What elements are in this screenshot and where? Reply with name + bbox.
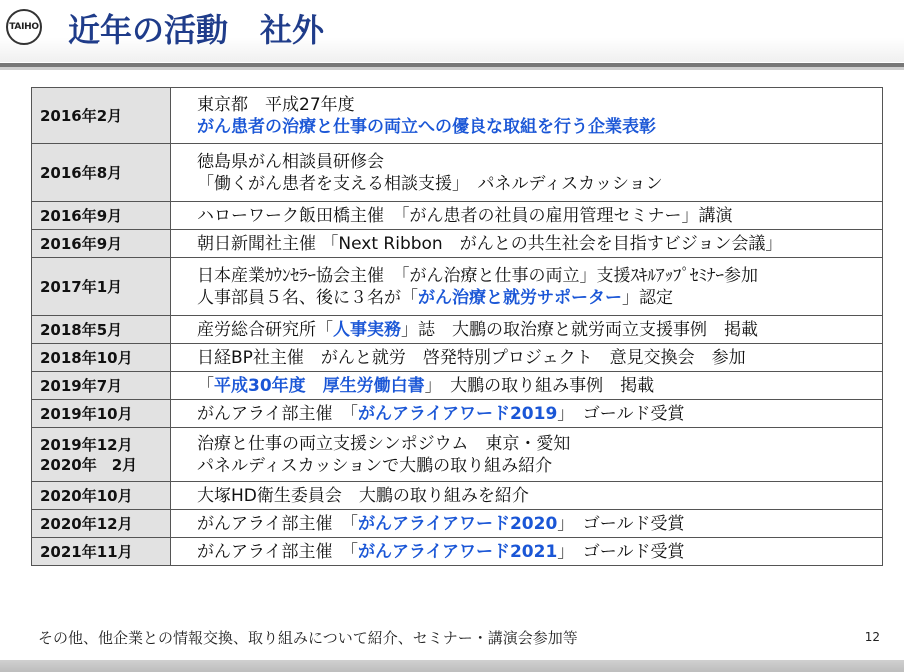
date-text: 2020年 2月: [40, 455, 138, 474]
date-cell: [32, 316, 171, 344]
description-line: [197, 347, 882, 369]
table-row: [32, 144, 883, 202]
highlight-text: がんアライアワード2020: [358, 513, 558, 534]
description-line: [197, 455, 882, 477]
description-text: 徳島県がん相談員研修会: [197, 151, 384, 172]
description-line: [197, 375, 882, 397]
description-cell: [171, 428, 883, 482]
date-cell: [32, 510, 171, 538]
description-line: [197, 233, 882, 255]
description-text: 」認定: [622, 287, 673, 308]
description-text: ハローワーク飯田橋主催 「がん患者の社員の雇用管理セミナー」講演: [197, 205, 733, 226]
date-text: 2020年10月: [40, 486, 133, 505]
description-text: 大塚HD衛生委員会 大鵬の取り組みを紹介: [197, 485, 529, 506]
description-cell: [171, 88, 883, 144]
footer-note: その他、他企業との情報交換、取り組みについて紹介、セミナー・講演会参加等: [38, 629, 578, 647]
description-line: [197, 319, 882, 341]
description-text: 」 ゴールド受賞: [557, 513, 685, 534]
description-text: 産労総合研究所「: [197, 319, 333, 340]
table-row: [32, 482, 883, 510]
description-text: がんアライ部主催 「: [197, 513, 358, 534]
date-text: 2021年11月: [40, 542, 133, 561]
slide-header: [0, 0, 904, 62]
date-cell: [32, 538, 171, 566]
table-row: [32, 344, 883, 372]
highlight-text: がん治療と就労サポーター: [418, 287, 622, 308]
date-text: 2018年10月: [40, 348, 133, 367]
date-text: 2019年12月: [40, 435, 133, 454]
date-cell: [32, 88, 171, 144]
description-text: 」 ゴールド受賞: [557, 541, 685, 562]
description-text: 」 大鵬の取り組み事例 掲載: [424, 375, 655, 396]
table-row: [32, 230, 883, 258]
description-text: 日経BP社主催 がんと就労 啓発特別プロジェクト 意見交換会 参加: [197, 347, 746, 368]
date-text: 2016年9月: [40, 234, 123, 253]
slide-title: 近年の活動 社外: [68, 11, 325, 49]
taiho-logo: TAIHO: [6, 9, 42, 45]
description-text: 東京都 平成27年度: [197, 94, 355, 115]
description-cell: [171, 344, 883, 372]
table-row: [32, 316, 883, 344]
description-line: [197, 485, 882, 507]
description-cell: [171, 258, 883, 316]
date-cell: [32, 258, 171, 316]
table-row: [32, 428, 883, 482]
description-cell: [171, 202, 883, 230]
date-text: 2016年2月: [40, 106, 123, 125]
description-cell: [171, 538, 883, 566]
date-text: 2019年7月: [40, 376, 123, 395]
description-line: [197, 205, 882, 227]
description-text: 「: [197, 375, 214, 396]
date-text: 2016年8月: [40, 163, 123, 182]
description-line: [197, 513, 882, 535]
description-cell: [171, 400, 883, 428]
highlight-text: がんアライアワード2019: [358, 403, 558, 424]
description-line: [197, 151, 882, 173]
description-line: [197, 433, 882, 455]
description-text: 「働くがん患者を支える相談支援」 パネルディスカッション: [197, 173, 663, 194]
highlight-text: がん患者の治療と仕事の両立への優良な取組を行う企業表彰: [197, 116, 656, 137]
description-line: [197, 94, 882, 116]
description-text: 」誌 大鵬の取治療と就労両立支援事例 掲載: [401, 319, 758, 340]
description-text: 治療と仕事の両立支援シンポジウム 東京・愛知: [197, 433, 571, 454]
page-number: 12: [864, 630, 880, 644]
description-line: [197, 265, 882, 287]
table-row: [32, 88, 883, 144]
date-cell: [32, 428, 171, 482]
table-row: [32, 372, 883, 400]
date-cell: [32, 482, 171, 510]
date-cell: [32, 202, 171, 230]
description-text: パネルディスカッションで大鵬の取り組み紹介: [197, 455, 553, 476]
description-line: [197, 287, 882, 309]
description-text: 朝日新聞社主催 「Next Ribbon がんとの共生社会を目指すビジョン会議」: [197, 233, 783, 254]
description-text: がんアライ部主催 「: [197, 541, 358, 562]
description-cell: [171, 510, 883, 538]
date-text: 2020年12月: [40, 514, 133, 533]
table-row: [32, 510, 883, 538]
table-row: [32, 202, 883, 230]
description-text: 日本産業ｶｳﾝｾﾗｰ協会主催 「がん治療と仕事の両立」支援ｽｷﾙｱｯﾌﾟｾﾐﾅｰ参加: [197, 265, 758, 286]
date-cell: [32, 230, 171, 258]
table-row: [32, 538, 883, 566]
date-cell: [32, 372, 171, 400]
highlight-text: 平成30年度 厚生労働白書: [214, 375, 425, 396]
description-cell: [171, 372, 883, 400]
table-row: [32, 258, 883, 316]
highlight-text: がんアライアワード2021: [358, 541, 558, 562]
date-cell: [32, 400, 171, 428]
description-text: がんアライ部主催 「: [197, 403, 358, 424]
description-cell: [171, 144, 883, 202]
description-text: 」 ゴールド受賞: [557, 403, 685, 424]
date-text: 2019年10月: [40, 404, 133, 423]
description-cell: [171, 316, 883, 344]
description-line: [197, 116, 882, 138]
activities-table: [31, 87, 883, 566]
date-cell: [32, 144, 171, 202]
description-line: [197, 403, 882, 425]
date-text: 2017年1月: [40, 277, 123, 296]
date-text: 2016年9月: [40, 206, 123, 225]
description-line: [197, 541, 882, 563]
date-text: 2018年5月: [40, 320, 123, 339]
description-text: 人事部員５名、後に３名が「: [197, 287, 418, 308]
table-row: [32, 400, 883, 428]
header-divider-shadow: [0, 67, 904, 70]
description-cell: [171, 230, 883, 258]
date-cell: [32, 344, 171, 372]
description-cell: [171, 482, 883, 510]
description-line: [197, 173, 882, 195]
highlight-text: 人事実務: [333, 319, 401, 340]
bottom-bar: [0, 660, 904, 672]
